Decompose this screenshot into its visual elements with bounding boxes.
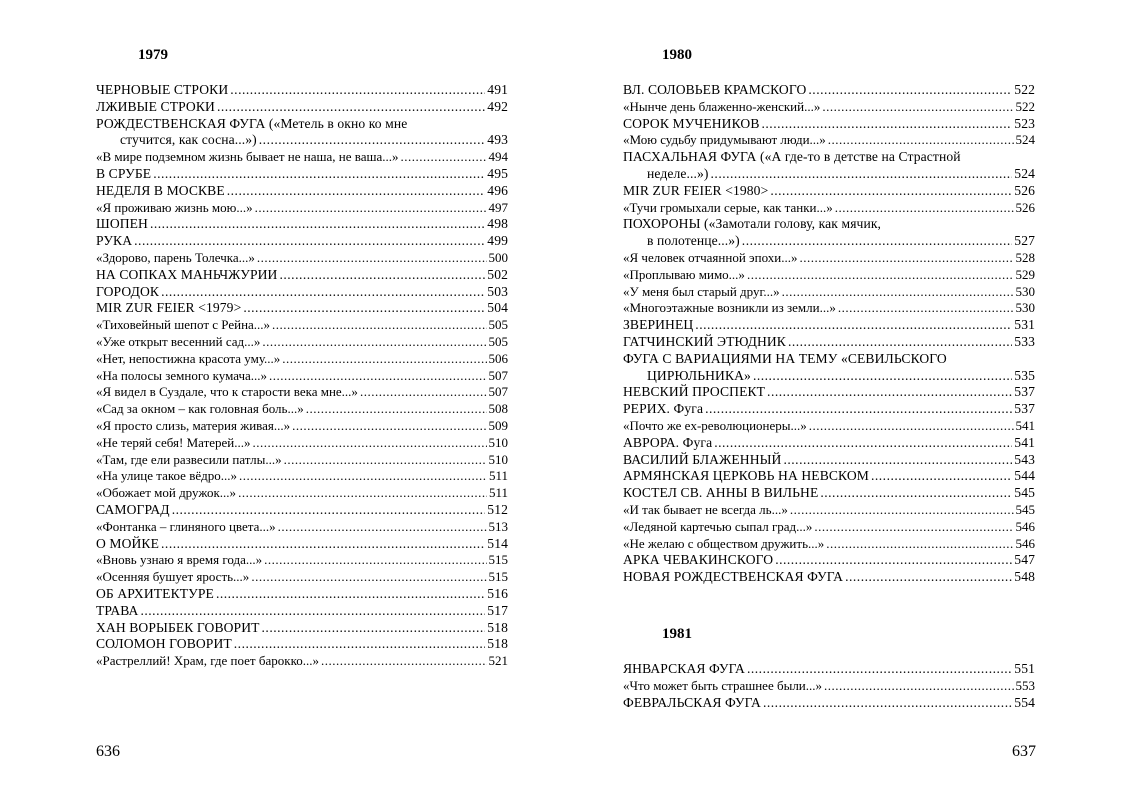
- dot-leader: [820, 485, 1012, 502]
- toc-entry: [96, 233, 508, 250]
- toc-entry-title: «Фонтанка – глиняного цвета...»: [96, 518, 276, 534]
- toc-entry: [96, 401, 508, 418]
- toc-entry-title: РОЖДЕСТВЕНСКАЯ ФУГА («Метель в окно ко мне: [96, 115, 408, 131]
- toc-entry: [96, 99, 508, 116]
- toc-entry-page: 498: [487, 216, 508, 232]
- toc-entry-title: «Многоэтажные возникли из земли...»: [623, 300, 836, 316]
- toc-entry-title: О МОЙКЕ: [96, 535, 160, 551]
- toc-entry: [623, 485, 1035, 502]
- toc-entry-title: ГАТЧИНСКИЙ ЭТЮДНИК: [623, 333, 786, 349]
- toc-entry-page: 535: [1014, 367, 1035, 383]
- toc-entry-title-continuation: неделе...»): [647, 165, 709, 181]
- dot-leader: [747, 267, 1014, 284]
- toc-entry-title: «Я видел в Суздале, что к старости века мне...»: [96, 384, 358, 400]
- dot-leader: [292, 418, 486, 435]
- toc-entry-page: 507: [488, 384, 508, 400]
- toc-entry: [96, 519, 508, 536]
- toc-entry: [96, 603, 508, 620]
- toc-entry: [623, 233, 1035, 250]
- toc-entry-title: «На полосы земного кумача...»: [96, 367, 268, 383]
- toc-entry: [623, 519, 1035, 536]
- toc-entry: [623, 267, 1035, 284]
- toc-entry-page: 548: [1014, 569, 1035, 585]
- toc-entry-page: 502: [487, 266, 508, 282]
- toc-entry-title-continuation: в полотенце...»): [647, 233, 740, 249]
- toc-entry: [623, 418, 1035, 435]
- year-heading-1981: 1981: [662, 626, 692, 642]
- toc-entry-page: 505: [488, 333, 508, 349]
- dot-leader: [230, 82, 485, 99]
- toc-entry-page: 505: [488, 317, 508, 333]
- toc-entry: [96, 569, 508, 586]
- toc-entry-page: 529: [1015, 266, 1035, 282]
- toc-entry-title: «Тучи громыхали серые, как танки...»: [623, 199, 833, 215]
- toc-entry-page: 510: [488, 434, 508, 450]
- toc-entry-page: 492: [487, 98, 508, 114]
- toc-entry-page: 523: [1014, 115, 1035, 131]
- toc-entry: [623, 99, 1035, 116]
- toc-entry-page: 531: [1014, 317, 1035, 333]
- toc-entry: [96, 418, 508, 435]
- toc-entry: [623, 468, 1035, 485]
- dot-leader: [264, 552, 486, 569]
- toc-entry-page: 515: [488, 569, 508, 585]
- dot-leader: [790, 502, 1014, 519]
- toc-entry-page: 522: [1015, 98, 1035, 114]
- toc-entry-page: 537: [1014, 384, 1035, 400]
- toc-list-1979: [96, 82, 508, 670]
- toc-entry-title: КОСТЕЛ СВ. АННЫ В ВИЛЬНЕ: [623, 485, 819, 501]
- toc-entry-title: ШОПЕН: [96, 216, 148, 232]
- dot-leader: [808, 82, 1012, 99]
- toc-entry-title: «Нынче день блаженно-женский...»: [623, 98, 821, 114]
- dot-leader: [705, 401, 1012, 418]
- toc-entry-title: ЛЖИВЫЕ СТРОКИ: [96, 98, 215, 114]
- dot-leader: [767, 384, 1012, 401]
- dot-leader: [140, 603, 485, 620]
- toc-entry: [96, 536, 508, 553]
- toc-entry-page: 491: [487, 82, 508, 97]
- dot-leader: [799, 250, 1013, 267]
- toc-entry: [623, 661, 1035, 678]
- toc-entry-title: «На улице такое вёдро...»: [96, 468, 237, 484]
- toc-entry-title: СОЛОМОН ГОВОРИТ: [96, 636, 232, 652]
- dot-leader: [788, 334, 1012, 351]
- dot-leader: [711, 166, 1013, 183]
- toc-entry: [623, 300, 1035, 317]
- toc-entry: [96, 200, 508, 217]
- toc-list-1981: [623, 661, 1035, 711]
- toc-entry-page: 495: [487, 165, 508, 181]
- toc-entry-page: 504: [487, 300, 508, 316]
- toc-entry-page: 530: [1015, 300, 1035, 316]
- toc-entry-title: «Растреллий! Храм, где поет барокко...»: [96, 653, 319, 669]
- toc-entry: [623, 569, 1035, 586]
- dot-leader: [172, 502, 486, 519]
- dot-leader: [783, 452, 1012, 469]
- toc-entry-page: 524: [1015, 132, 1035, 148]
- toc-entry: [96, 384, 508, 401]
- toc-entry: [623, 384, 1035, 401]
- toc-entry-page: 537: [1014, 401, 1035, 417]
- dot-leader: [217, 99, 485, 116]
- dot-leader: [871, 468, 1012, 485]
- toc-entry: [623, 334, 1035, 351]
- dot-leader: [747, 661, 1012, 678]
- dot-leader: [826, 536, 1013, 553]
- toc-entry: [623, 166, 1035, 183]
- dot-leader: [239, 468, 487, 485]
- year-heading-1979: 1979: [138, 47, 168, 63]
- toc-entry-title: ПОХОРОНЫ («Замотали голову, как мячик,: [623, 216, 882, 232]
- toc-entry: [623, 552, 1035, 569]
- toc-entry: [623, 82, 1035, 99]
- toc-entry-title: ВЛ. СОЛОВЬЕВ КРАМСКОГО: [623, 82, 807, 97]
- dot-leader: [401, 149, 487, 166]
- toc-entry-page: 494: [488, 149, 508, 165]
- toc-entry-page: 511: [488, 468, 508, 484]
- toc-entry-title-line: [623, 351, 1035, 368]
- page-number-left: 636: [96, 743, 120, 760]
- toc-entry: [96, 317, 508, 334]
- toc-entry: [96, 653, 508, 670]
- dot-leader: [238, 485, 487, 502]
- toc-entry-page: 521: [488, 653, 508, 669]
- toc-entry: [623, 435, 1035, 452]
- dot-leader: [262, 334, 486, 351]
- toc-entry-title: «Нет, непостижна красота уму...»: [96, 350, 281, 366]
- toc-entry-title-continuation: ЦИРЮЛЬНИКА»: [647, 367, 751, 383]
- toc-entry: [96, 183, 508, 200]
- toc-entry: [623, 250, 1035, 267]
- dot-leader: [251, 569, 486, 586]
- dot-leader: [161, 284, 485, 301]
- toc-entry: [623, 401, 1035, 418]
- dot-leader: [762, 116, 1013, 133]
- toc-entry-page: 493: [487, 132, 508, 148]
- toc-entry-page: 541: [1015, 417, 1035, 433]
- dot-leader: [257, 250, 487, 267]
- toc-entry: [623, 284, 1035, 301]
- page-number-right: 637: [1012, 743, 1036, 760]
- toc-entry-page: 547: [1014, 552, 1035, 568]
- toc-entry-title-continuation: стучится, как сосна...»): [120, 132, 257, 148]
- toc-entry-page: 515: [488, 552, 508, 568]
- toc-entry-page: 527: [1014, 233, 1035, 249]
- toc-entry-title: РЕРИХ. Фуга: [623, 401, 704, 417]
- toc-entry-page: 500: [488, 249, 508, 265]
- dot-leader: [824, 678, 1013, 695]
- dot-leader: [770, 183, 1012, 200]
- toc-entry: [96, 468, 508, 485]
- dot-leader: [279, 267, 485, 284]
- toc-entry-page: 554: [1014, 694, 1035, 710]
- toc-entry-page: 543: [1014, 451, 1035, 467]
- toc-entry-title: ПАСХАЛЬНАЯ ФУГА («А где-то в детстве на Страстной: [623, 149, 961, 165]
- toc-entry-page: 545: [1015, 501, 1035, 517]
- toc-entry-title: «Вновь узнаю я время года...»: [96, 552, 263, 568]
- dot-leader: [253, 435, 487, 452]
- toc-entry: [96, 267, 508, 284]
- toc-entry-page: 526: [1014, 182, 1035, 198]
- toc-entry-page: 499: [487, 233, 508, 249]
- dot-leader: [216, 586, 485, 603]
- dot-leader: [814, 519, 1013, 536]
- toc-entry: [96, 334, 508, 351]
- toc-entry-page: 509: [488, 417, 508, 433]
- dot-leader: [262, 620, 486, 637]
- toc-entry: [623, 183, 1035, 200]
- toc-entry: [623, 132, 1035, 149]
- dot-leader: [838, 300, 1014, 317]
- toc-entry: [96, 132, 508, 149]
- dot-leader: [360, 384, 487, 401]
- toc-entry-title: «Не желаю с обществом дружить...»: [623, 535, 825, 551]
- dot-leader: [150, 216, 485, 233]
- toc-entry-page: 524: [1014, 165, 1035, 181]
- toc-entry-page: 544: [1014, 468, 1035, 484]
- dot-leader: [259, 132, 486, 149]
- toc-entry: [96, 351, 508, 368]
- toc-entry-title: «Обожает мой дружок...»: [96, 485, 237, 501]
- toc-entry-page: 496: [487, 182, 508, 198]
- toc-entry-page: 517: [487, 602, 508, 618]
- toc-entry: [623, 317, 1035, 334]
- toc-entry: [96, 300, 508, 317]
- dot-leader: [782, 284, 1014, 301]
- toc-entry-title: MIR ZUR FEIER <1980>: [623, 182, 769, 198]
- toc-entry-title: РУКА: [96, 233, 133, 249]
- toc-entry-page: 506: [488, 350, 508, 366]
- toc-entry-title: «Осенняя бушует ярость...»: [96, 569, 250, 585]
- toc-entry-page: 522: [1014, 82, 1035, 97]
- toc-entry-title: ЧЕРНОВЫЕ СТРОКИ: [96, 82, 229, 97]
- dot-leader: [272, 317, 486, 334]
- dot-leader: [161, 536, 485, 553]
- toc-entry-title: СОРОК МУЧЕНИКОВ: [623, 115, 760, 131]
- toc-entry-title: ВАСИЛИЙ БЛАЖЕННЫЙ: [623, 451, 782, 467]
- toc-entry: [96, 620, 508, 637]
- dot-leader: [845, 569, 1012, 586]
- toc-entry-title: «У меня был старый друг...»: [623, 283, 780, 299]
- toc-entry-title: НЕВСКИЙ ПРОСПЕКТ: [623, 384, 766, 400]
- toc-entry-title: «Я проживаю жизнь мою...»: [96, 199, 253, 215]
- toc-entry: [96, 216, 508, 233]
- toc-entry-page: 553: [1015, 677, 1035, 693]
- toc-entry: [96, 485, 508, 502]
- toc-entry: [96, 368, 508, 385]
- toc-entry: [623, 368, 1035, 385]
- toc-entry: [96, 552, 508, 569]
- toc-entry-title: САМОГРАД: [96, 501, 170, 517]
- toc-entry-page: 551: [1014, 661, 1035, 676]
- toc-entry: [96, 435, 508, 452]
- toc-entry: [96, 452, 508, 469]
- toc-entry: [96, 284, 508, 301]
- toc-entry: [96, 82, 508, 99]
- toc-entry-title: «Здорово, парень Толечка...»: [96, 249, 255, 265]
- dot-leader: [306, 401, 487, 418]
- toc-entry-title: MIR ZUR FEIER <1979>: [96, 300, 242, 316]
- toc-entry-title: НА СОПКАХ МАНЬЧЖУРИИ: [96, 266, 278, 282]
- toc-entry-page: 512: [487, 501, 508, 517]
- toc-entry-title: НЕДЕЛЯ В МОСКВЕ: [96, 182, 225, 198]
- dot-leader: [714, 435, 1012, 452]
- dot-leader: [763, 695, 1012, 712]
- dot-leader: [775, 552, 1012, 569]
- toc-entry-title: НОВАЯ РОЖДЕСТВЕНСКАЯ ФУГА: [623, 569, 844, 585]
- toc-entry-title: «Сад за окном – как головная боль...»: [96, 401, 304, 417]
- toc-entry: [623, 678, 1035, 695]
- dot-leader: [828, 132, 1014, 149]
- toc-entry-title: ЯНВАРСКАЯ ФУГА: [623, 661, 745, 676]
- toc-entry-title: «Там, где ели развесили патлы...»: [96, 451, 282, 467]
- dot-leader: [243, 300, 485, 317]
- dot-leader: [255, 200, 487, 217]
- toc-entry-title: «Я человек отчаянной эпохи...»: [623, 249, 798, 265]
- toc-entry: [623, 200, 1035, 217]
- toc-entry-page: 497: [488, 199, 508, 215]
- toc-entry-title: ФУГА С ВАРИАЦИЯМИ НА ТЕМУ «СЕВИЛЬСКОГО: [623, 350, 947, 366]
- toc-entry-page: 508: [488, 401, 508, 417]
- toc-entry-page: 511: [488, 485, 508, 501]
- toc-entry-page: 514: [487, 535, 508, 551]
- toc-entry: [623, 536, 1035, 553]
- dot-leader: [269, 368, 486, 385]
- toc-list-1980: [623, 82, 1035, 586]
- toc-entry: [623, 452, 1035, 469]
- toc-entry-page: 546: [1015, 518, 1035, 534]
- toc-entry-title: В СРУБЕ: [96, 165, 152, 181]
- dot-leader: [835, 200, 1014, 217]
- toc-entry-title-line: [96, 116, 508, 133]
- toc-entry-title: «Не теряй себя! Матерей...»: [96, 434, 251, 450]
- toc-entry-title-line: [623, 216, 1035, 233]
- toc-entry: [96, 586, 508, 603]
- toc-entry-page: 541: [1014, 434, 1035, 450]
- toc-entry-title: «Ледяной картечью сыпал град...»: [623, 518, 813, 534]
- toc-entry-page: 528: [1015, 249, 1035, 265]
- toc-entry-title: ФЕВРАЛЬСКАЯ ФУГА: [623, 694, 761, 710]
- toc-entry-page: 513: [488, 518, 508, 534]
- toc-entry-page: 545: [1014, 485, 1035, 501]
- toc-entry: [96, 250, 508, 267]
- dot-leader: [284, 452, 487, 469]
- toc-entry-title: «Что может быть страшнее были...»: [623, 677, 823, 693]
- dot-leader: [822, 99, 1013, 116]
- toc-entry-title: ГОРОДОК: [96, 283, 160, 299]
- toc-entry-title: «В мире подземном жизнь бывает не наша, не ваша...»: [96, 149, 399, 165]
- toc-entry-page: 510: [488, 451, 508, 467]
- toc-entry-title: ЗВЕРИНЕЦ: [623, 317, 694, 333]
- dot-leader: [321, 653, 487, 670]
- toc-entry-title: «Проплываю мимо...»: [623, 266, 745, 282]
- toc-entry-title: АРМЯНСКАЯ ЦЕРКОВЬ НА НЕВСКОМ: [623, 468, 869, 484]
- toc-entry-page: 518: [487, 636, 508, 652]
- toc-entry-title: «Мою судьбу придумывают люди...»: [623, 132, 826, 148]
- toc-entry-title: «Тиховейный шепот с Рейна...»: [96, 317, 271, 333]
- dot-leader: [278, 519, 487, 536]
- toc-entry-page: 518: [487, 619, 508, 635]
- dot-leader: [695, 317, 1012, 334]
- toc-entry: [96, 636, 508, 653]
- toc-entry: [623, 116, 1035, 133]
- toc-entry-title: «И так бывает не всегда ль...»: [623, 501, 788, 517]
- toc-entry-title: ОБ АРХИТЕКТУРЕ: [96, 585, 214, 601]
- toc-entry-title: АРКА ЧЕВАКИНСКОГО: [623, 552, 774, 568]
- toc-entry: [623, 502, 1035, 519]
- toc-entry-title: «Я просто слизь, материя живая...»: [96, 417, 291, 433]
- toc-entry-title-line: [623, 149, 1035, 166]
- toc-entry: [96, 149, 508, 166]
- dot-leader: [809, 418, 1014, 435]
- toc-entry-title: ТРАВА: [96, 602, 139, 618]
- dot-leader: [282, 351, 486, 368]
- toc-entry-page: 526: [1015, 199, 1035, 215]
- toc-entry-title: «Почто же ex-революционеры...»: [623, 417, 807, 433]
- toc-entry-title: «Уже открыт весенний сад...»: [96, 333, 261, 349]
- dot-leader: [753, 368, 1012, 385]
- year-heading-1980: 1980: [662, 47, 692, 63]
- dot-leader: [234, 636, 486, 653]
- dot-leader: [742, 233, 1013, 250]
- toc-entry: [623, 695, 1035, 712]
- toc-entry: [96, 166, 508, 183]
- toc-entry-title: ХАН ВОРЫБЕК ГОВОРИТ: [96, 619, 260, 635]
- toc-entry-title: АВРОРА. Фуга: [623, 434, 713, 450]
- dot-leader: [227, 183, 486, 200]
- toc-entry-page: 530: [1015, 283, 1035, 299]
- toc-entry: [96, 502, 508, 519]
- toc-entry-page: 507: [488, 367, 508, 383]
- toc-entry-page: 546: [1015, 535, 1035, 551]
- dot-leader: [134, 233, 485, 250]
- toc-entry-page: 503: [487, 283, 508, 299]
- toc-entry-page: 533: [1014, 333, 1035, 349]
- dot-leader: [153, 166, 485, 183]
- toc-entry-page: 516: [487, 585, 508, 601]
